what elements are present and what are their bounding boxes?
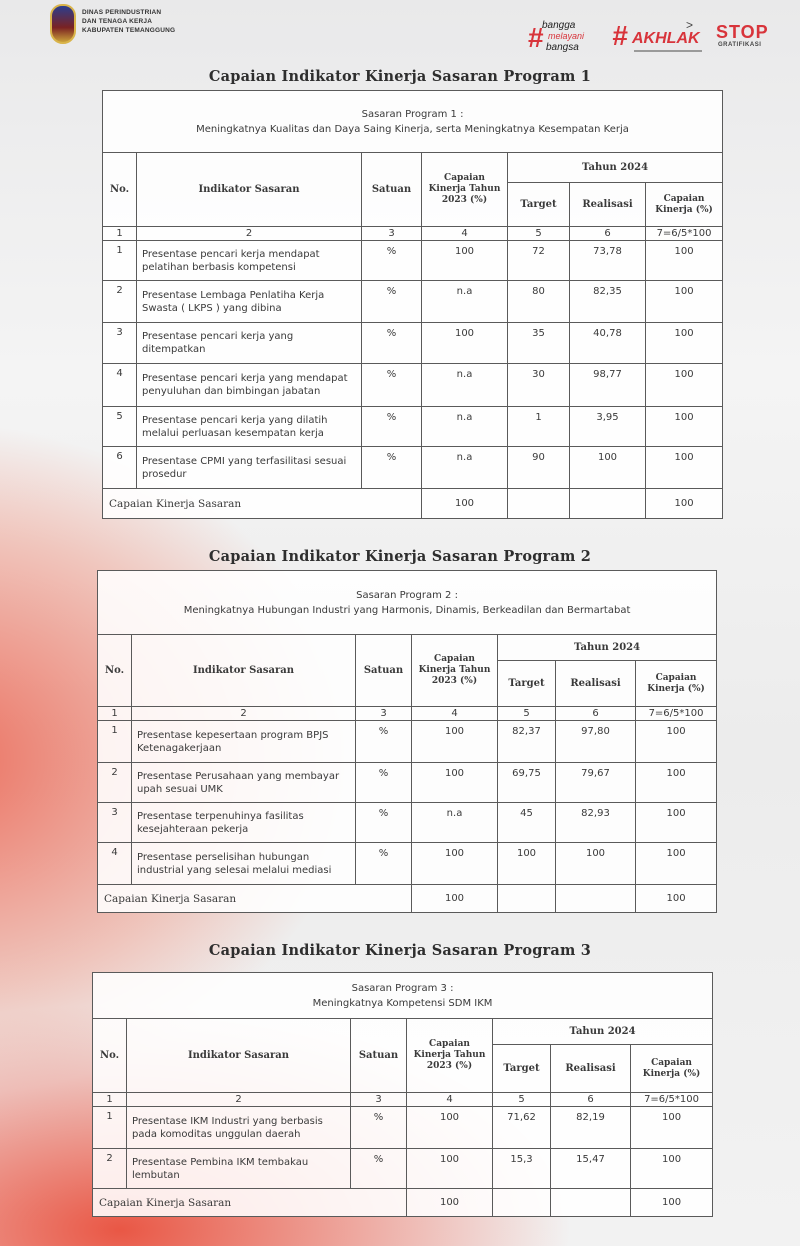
index-cell: 3 [362,227,422,241]
program-1-table [102,90,723,519]
row-no: 4 [103,364,137,407]
program-1-sasaran-text: Meningkatnya Kualitas dan Daya Saing Kinerja, serta Meningkatnya Kesempatan Kerja [196,123,629,135]
row-indikator: Presentase Lembaga Penlatiha Kerja Swasta ( LKPS ) yang dibina [137,281,362,323]
index-cell: 1 [93,1093,127,1107]
col-target-header: Target [493,1045,551,1093]
col-tahun-header: Tahun 2024 [493,1019,713,1045]
index-cell: 4 [422,227,508,241]
row-indikator: Presentase IKM Industri yang berbasis pada komoditas unggulan daerah [127,1107,351,1149]
row-capaian-2023: 100 [412,763,498,803]
row-capaian-2023: 100 [422,323,508,364]
total-capaian: 100 [631,1189,713,1217]
row-target: 1 [508,407,570,447]
col-realisasi-header: Realisasi [556,661,636,707]
row-realisasi: 40,78 [570,323,646,364]
total-realisasi [556,885,636,913]
index-cell: 7=6/5*100 [636,707,717,721]
akhlak-hash: # [612,20,628,51]
row-capaian-2023: n.a [422,364,508,407]
row-satuan: % [362,407,422,447]
program-2-sasaran-label: Sasaran Program 2 : [356,589,458,601]
row-no: 2 [103,281,137,323]
row-target: 71,62 [493,1107,551,1149]
row-realisasi: 100 [556,843,636,885]
col-satuan-header: Satuan [362,153,422,227]
row-realisasi: 82,19 [551,1107,631,1149]
program-2-title: Capaian Indikator Kinerja Sasaran Program 2 [208,548,592,565]
program-2-table [97,570,717,913]
row-target: 82,37 [498,721,556,763]
row-capaian-2023: 100 [407,1107,493,1149]
row-satuan: % [362,281,422,323]
row-capaian-2023: 100 [412,843,498,885]
col-tahun-header: Tahun 2024 [508,153,723,183]
table-row [93,1107,713,1149]
row-capaian: 100 [636,803,717,843]
bangga-text: bangga [542,20,576,31]
table-row [103,364,723,407]
row-no: 4 [98,843,132,885]
row-satuan: % [362,447,422,489]
row-capaian: 100 [646,407,723,447]
org-name-line2: DAN TENAGA KERJA [82,18,153,25]
row-capaian-2023: 100 [407,1149,493,1189]
row-capaian: 100 [636,843,717,885]
total-row [93,1189,713,1217]
program-3-sasaran-label: Sasaran Program 3 : [351,982,454,994]
bangga-hash: # [528,22,544,53]
row-capaian-2023: n.a [412,803,498,843]
row-satuan: % [362,364,422,407]
row-indikator: Presentase perselisihan hubungan industrial yang selesai melalui mediasi [132,843,356,885]
row-capaian: 100 [636,763,717,803]
row-realisasi: 82,35 [570,281,646,323]
row-realisasi: 100 [570,447,646,489]
col-capaian-2023-header: Capaian Kinerja Tahun 2023 (%) [412,635,498,707]
program-2-sasaran-text: Meningkatnya Hubungan Industri yang Harmonis, Dinamis, Berkeadilan dan Bermartabat [183,604,631,616]
col-no-header: No. [103,153,137,227]
index-cell: 1 [103,227,137,241]
row-target: 72 [508,241,570,281]
stop-text: STOP [716,22,769,42]
col-indikator-header: Indikator Sasaran [127,1019,351,1093]
row-capaian-2023: 100 [412,721,498,763]
total-label: Capaian Kinerja Sasaran [93,1189,407,1217]
row-target: 15,3 [493,1149,551,1189]
col-capaian-header: Capaian Kinerja (%) [646,183,723,227]
row-indikator: Presentase pencari kerja mendapat pelatihan berbasis kompetensi [137,241,362,281]
row-indikator: Presentase pencari kerja yang mendapat penyuluhan dan bimbingan jabatan [137,364,362,407]
row-capaian-2023: 100 [422,241,508,281]
index-cell: 3 [356,707,412,721]
row-realisasi: 3,95 [570,407,646,447]
row-target: 35 [508,323,570,364]
total-target [498,885,556,913]
table-row [98,843,717,885]
row-capaian: 100 [646,241,723,281]
col-capaian-header: Capaian Kinerja (%) [631,1045,713,1093]
row-satuan: % [356,721,412,763]
row-indikator: Presentase terpenuhinya fasilitas kesejahteraan pekerja [132,803,356,843]
total-capaian: 100 [646,489,723,519]
row-no: 1 [98,721,132,763]
row-indikator: Presentase kepesertaan program BPJS Ketenagakerjaan [132,721,356,763]
index-cell: 5 [498,707,556,721]
index-cell: 6 [556,707,636,721]
row-realisasi: 97,80 [556,721,636,763]
org-name [82,8,175,35]
program-3-sasaran-text: Meningkatnya Kompetensi SDM IKM [312,997,493,1009]
index-cell: 5 [508,227,570,241]
akhlak-underline [634,50,702,52]
temanggung-emblem-icon [50,4,76,44]
row-target: 80 [508,281,570,323]
index-cell: 5 [493,1093,551,1107]
row-satuan: % [362,323,422,364]
row-target: 30 [508,364,570,407]
row-indikator: Presentase Pembina IKM tembakau lembutan [127,1149,351,1189]
index-cell: 4 [407,1093,493,1107]
total-realisasi [551,1189,631,1217]
akhlak-arrow: > [686,18,694,32]
row-realisasi: 15,47 [551,1149,631,1189]
table-row [103,241,723,281]
row-satuan: % [362,241,422,281]
row-capaian: 100 [631,1149,713,1189]
program-1-sasaran [103,91,723,153]
total-capaian: 100 [636,885,717,913]
col-indikator-header: Indikator Sasaran [132,635,356,707]
row-capaian: 100 [646,281,723,323]
table-row [103,281,723,323]
index-cell: 2 [137,227,362,241]
akhlak-text: AKHLAK [632,30,700,47]
row-indikator: Presentase CPMI yang terfasilitasi sesuai prosedur [137,447,362,489]
row-target: 90 [508,447,570,489]
row-no: 3 [103,323,137,364]
index-cell: 3 [351,1093,407,1107]
table-row [103,407,723,447]
col-no-header: No. [98,635,132,707]
total-target [508,489,570,519]
stop-gratifikasi-logo [712,20,782,60]
index-cell: 1 [98,707,132,721]
col-capaian-2023-header: Capaian Kinerja Tahun 2023 (%) [407,1019,493,1093]
col-capaian-header: Capaian Kinerja (%) [636,661,717,707]
row-no: 1 [93,1107,127,1149]
org-name-line3: KABUPATEN TEMANGGUNG [82,27,176,34]
melayani-text: melayani [548,31,585,41]
program-3-title: Capaian Indikator Kinerja Sasaran Program 3 [208,942,592,959]
table-row [103,447,723,489]
row-satuan: % [356,803,412,843]
row-target: 45 [498,803,556,843]
program-1-title: Capaian Indikator Kinerja Sasaran Program 1 [208,68,592,85]
total-capaian-2023: 100 [412,885,498,913]
program-1-sasaran-label: Sasaran Program 1 : [361,108,464,120]
row-target: 100 [498,843,556,885]
table-row [103,323,723,364]
program-3-sasaran [93,973,713,1019]
row-indikator: Presentase pencari kerja yang ditempatkan [137,323,362,364]
org-name-line1: DINAS PERINDUSTRIAN [82,9,162,16]
total-capaian-2023: 100 [407,1189,493,1217]
row-indikator: Presentase pencari kerja yang dilatih melalui perluasan kesempatan kerja [137,407,362,447]
row-capaian-2023: n.a [422,281,508,323]
row-capaian: 100 [646,364,723,407]
col-tahun-header: Tahun 2024 [498,635,717,661]
row-satuan: % [356,843,412,885]
akhlak-logo [612,18,708,58]
index-cell: 6 [551,1093,631,1107]
col-target-header: Target [498,661,556,707]
col-satuan-header: Satuan [356,635,412,707]
total-target [493,1189,551,1217]
row-capaian: 100 [631,1107,713,1149]
row-capaian-2023: n.a [422,407,508,447]
index-cell: 6 [570,227,646,241]
row-capaian: 100 [636,721,717,763]
row-satuan: % [351,1149,407,1189]
row-capaian: 100 [646,447,723,489]
row-no: 6 [103,447,137,489]
row-capaian: 100 [646,323,723,364]
row-no: 2 [98,763,132,803]
row-realisasi: 79,67 [556,763,636,803]
program-2-sasaran [98,571,717,635]
index-cell: 7=6/5*100 [646,227,723,241]
col-target-header: Target [508,183,570,227]
program-3-table [92,972,713,1217]
row-indikator: Presentase Perusahaan yang membayar upah sesuai UMK [132,763,356,803]
row-no: 1 [103,241,137,281]
table-row [98,721,717,763]
index-cell: 4 [412,707,498,721]
total-row [103,489,723,519]
row-capaian-2023: n.a [422,447,508,489]
col-realisasi-header: Realisasi [570,183,646,227]
index-cell: 2 [127,1093,351,1107]
col-no-header: No. [93,1019,127,1093]
row-satuan: % [351,1107,407,1149]
row-satuan: % [356,763,412,803]
row-no: 3 [98,803,132,843]
total-realisasi [570,489,646,519]
index-cell: 2 [132,707,356,721]
total-label: Capaian Kinerja Sasaran [98,885,412,913]
row-no: 5 [103,407,137,447]
table-row [98,763,717,803]
total-row [98,885,717,913]
row-realisasi: 73,78 [570,241,646,281]
bangga-melayani-bangsa-logo [528,18,598,58]
table-row [93,1149,713,1189]
total-label: Capaian Kinerja Sasaran [103,489,422,519]
bangsa-text: bangsa [546,42,579,53]
row-no: 2 [93,1149,127,1189]
gratifikasi-text: GRATIFIKASI [718,42,762,48]
col-indikator-header: Indikator Sasaran [137,153,362,227]
index-cell: 7=6/5*100 [631,1093,713,1107]
page-header [0,0,800,60]
col-realisasi-header: Realisasi [551,1045,631,1093]
row-realisasi: 82,93 [556,803,636,843]
total-capaian-2023: 100 [422,489,508,519]
col-satuan-header: Satuan [351,1019,407,1093]
row-target: 69,75 [498,763,556,803]
table-row [98,803,717,843]
col-capaian-2023-header: Capaian Kinerja Tahun 2023 (%) [422,153,508,227]
row-realisasi: 98,77 [570,364,646,407]
